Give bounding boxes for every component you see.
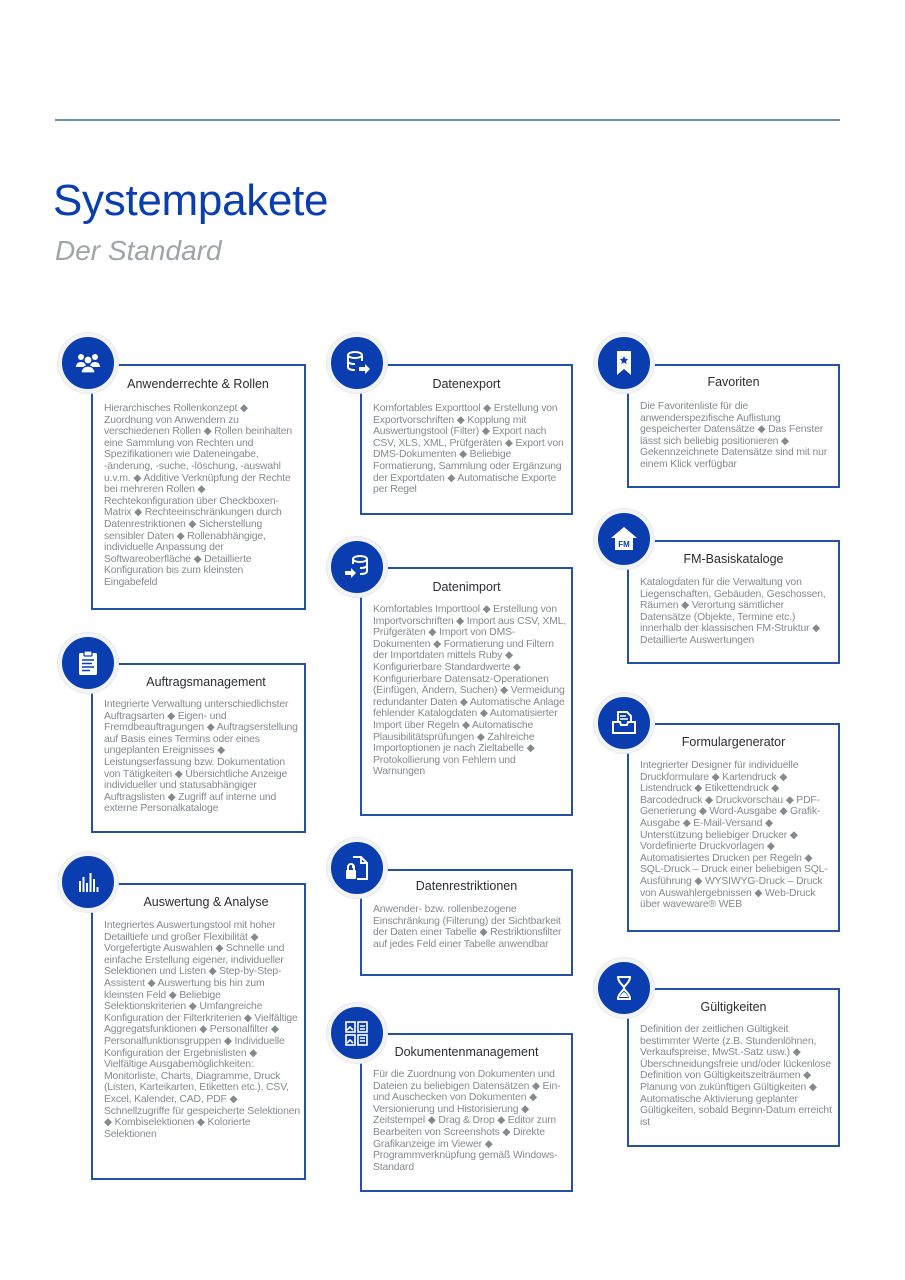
card-title: Gültigkeiten — [700, 1000, 767, 1014]
card-title: Auftragsmanagement — [146, 675, 266, 689]
card-title: Datenrestriktionen — [415, 879, 518, 893]
svg-text:FM: FM — [618, 540, 630, 549]
card-text: Komfortables Exporttool ◆ Erstellung von Exportvorschriften ◆ Kopplung mit Auswertungstool (Filter) ◆ Export nach CSV, XLS, XML, Prüfgeräten ◆ Export von DMS-Dokumenten ◆ Beliebige Formatierung, Sammlung oder Ergänzung der Exportdaten ◆ Automatische Exporte per Regel — [373, 403, 564, 496]
documents-grid-icon — [327, 1003, 387, 1063]
card-text: Integrierter Designer für individuelle Druckformulare ◆ Kartendruck ◆ Listendruck ◆ Etikettendruck ◆ Barcodedruck ◆ Druckvorschau ◆ PDF-Generierung ◆ Word-Ausgabe ◆ Grafik-Ausgabe ◆ E-Mail-Versand ◆ Unterstützung beliebiger Drucker ◆ Vordefinierte Druckvorlagen ◆ Automatisiertes Drucken per Regeln ◆ SQL-Druck – Druck einer beliebigen SQL-Ausführung ◆ WYSIWYG-Druck – Druck von Auswahlergebnissen ◆ Web-Druck über waveware® WEB — [640, 760, 828, 911]
card-title: Anwenderrechte & Rollen — [127, 377, 269, 391]
card-fm-basiskataloge — [594, 509, 842, 664]
document-lock-icon — [327, 838, 387, 898]
card-formulargenerator — [594, 693, 842, 933]
card-title: Dokumentenmanagement — [394, 1045, 539, 1059]
card-datenrestriktionen — [327, 838, 575, 978]
card-text: Anwender- bzw. rollenbezogene Einschränkung (Filterung) der Sichtbarkeit der Daten einer Tabelle ◆ Restriktionsfilter auf jedes Feld einer Tabelle anwendbar — [373, 904, 562, 950]
card-text: Komfortables Importtool ◆ Erstellung von Importvorschriften ◆ Import aus CSV, XML, Prüfgeräten ◆ Import von DMS-Dokumenten ◆ Formatierung und Filtern der Importdaten mittels Ruby ◆ Konfigurierbare Standardwerte ◆ Konfigurierbare Datensatz-Operationen (Einfügen, Ändern, Suchen) ◆ Vermeidung redundanter Daten ◆ Automatische Anlage fehlender Katalogdaten ◆ Automatisierter Import über Regeln ◆ Automatische Plausibilitätsprüfungen ◆ Zahlreiche Importoptionen je nach Zieltabelle ◆ Protokollierung von Fehlern und Warnungen — [373, 604, 567, 778]
card-datenexport — [327, 333, 575, 515]
card-text: Katalogdaten für die Verwaltung von Liegenschaften, Gebäuden, Geschossen, Räumen ◆ Verortung sämtlicher Datensätze (Objekte, Termine etc.) innerhalb der klassischen FM-Struktur ◆ Detaillierte Auswertungen — [640, 577, 826, 646]
card-title: Favoriten — [707, 375, 760, 389]
card-title: Datenexport — [432, 377, 501, 391]
card-text: Integrierte Verwaltung unterschiedlichster Auftragsarten ◆ Eigen- und Fremdbeauftragungen ◆ Auftragserstellung auf Basis eines Termins oder eines ungeplanten Ereignisses ◆ Leistungserfassung bzw. Dokumentation von Tätigkeiten ◆ Übersichtliche Anzeige individueller und statusabhängiger Auftragslisten ◆ Zugriff auf interne und externe Personalkataloge — [104, 699, 298, 815]
card-favoriten — [594, 333, 842, 488]
page-subtitle: Der Standard — [55, 235, 222, 266]
database-export-icon — [327, 333, 387, 393]
card-text: Für die Zuordnung von Dokumenten und Dateien zu beliebigen Datensätzen ◆ Ein- und Auschecken von Dokumenten ◆ Versionierung und Historisierung ◆ Zeitstempel ◆ Drag & Drop ◆ Editor zum Bearbeiten von Screenshots ◆ Direkte Grafikanzeige im Viewer ◆ Programmverknüpfung gemäß Windows-Standard — [373, 1069, 561, 1173]
card-title: Auswertung & Analyse — [143, 895, 269, 909]
card-gueltigkeiten — [594, 958, 842, 1148]
card-text: Die Favoritenliste für die anwenderspezifische Auflistung gespeicherter Datensätze ◆ Das Fenster lässt sich beliebig positionieren ◆ Gekennzeichnete Datensätze sind mit nur einem Klick verfügbar — [640, 401, 828, 470]
card-text: Definition der zeitlichen Gültigkeit bestimmter Werte (z.B. Stundenlöhnen, Verkaufspreise, MwSt.-Satz usw.) ◆ Überschneidungsfreie und/oder lückenlose Definition von Gültigkeitszeiträumen ◆ Planung von zukünftigen Gültigkeiten ◆ Automatische Aktivierung geplanter Gültigkeiten, sobald Beginn-Datum erreicht ist — [640, 1024, 832, 1128]
card-title: FM-Basiskataloge — [683, 552, 784, 566]
page-title: Systempakete — [53, 176, 329, 225]
hourglass-icon — [594, 958, 654, 1018]
bookmark-star-icon — [594, 333, 654, 393]
card-auswertung-analyse — [58, 852, 306, 1180]
card-title: Formulargenerator — [681, 735, 786, 749]
card-anwenderrechte — [58, 333, 306, 611]
card-title: Datenimport — [432, 580, 501, 594]
database-import-icon — [327, 537, 387, 597]
house-fm-icon — [594, 509, 654, 569]
card-text: Integriertes Auswertungstool mit hoher Detailtiefe und großer Flexibilität ◆ Vorgefertigte Auswahlen ◆ Schnelle und einfache Erstellung eigener, individueller Selektionen und Listen ◆ Step-by-Step-Assistent ◆ Auswertung bis hin zum kleinsten Feld ◆ Beliebige Selektionskriterien ◆ Umfangreiche Konfiguration der Filterkriterien ◆ Vielfältige Aggregatsfunktionen ◆ Personalfilter ◆ Personalfunktionsgruppen ◆ Individuelle Konfiguration der Ergebnislisten ◆ Vielfältige Ausgabemöglichkeiten: Monitorliste, Charts, Diagramme, Druck (Listen, Karteikarten, Etiketten etc.), CSV, Excel, Kalender, CAD, PDF ◆ Schnellzugriffe für gespeicherte Selektionen ◆ Kombiselektionen ◆ Kolorierte Selektionen — [104, 920, 300, 1140]
bar-chart-icon — [58, 852, 118, 912]
users-icon — [58, 333, 118, 393]
card-text: Hierarchisches Rollenkonzept ◆ Zuordnung von Anwendern zu verschiedenen Rollen ◆ Rollen beinhalten eine Sammlung von Rechten und Spezifikationen wie Dateneingabe, -änderung, -suche, -löschung, -auswahl u.v.m. ◆ Additive Verknüpfung der Rechte bei mehreren Rollen ◆ Rechtekonfiguration über Checkboxen-Matrix ◆ Rechteeinschränkungen durch Datenrestriktionen ◆ Sicherstellung sensibler Daten ◆ Rollenabhängige, individuelle Anpassung der Softwareoberfläche ◆ Detaillierte Konfiguration bis zum kleinsten Eingabefeld — [104, 403, 292, 588]
top-rule — [55, 119, 840, 121]
card-datenimport — [327, 537, 575, 817]
clipboard-icon — [58, 633, 118, 693]
card-dokumentenmanagement — [327, 1003, 575, 1193]
card-auftragsmanagement — [58, 633, 306, 833]
form-tray-icon — [594, 693, 654, 753]
